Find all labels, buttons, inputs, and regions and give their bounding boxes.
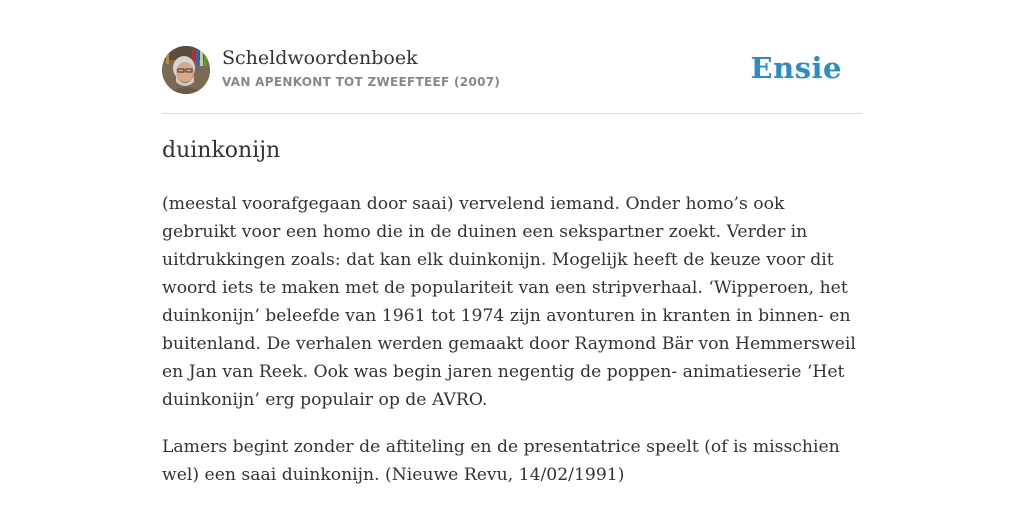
source-header — [162, 46, 862, 96]
entry-example: Lamers begint zonder de aftiteling en de presentatrice speelt (of is misschien wel) een saai duinkonijn. (Nieuwe Revu, 14/02/1991) — [162, 437, 840, 485]
source-subtitle: VAN APENKONT TOT ZWEEFTEEF (2007) — [222, 75, 501, 89]
author-avatar — [162, 46, 210, 94]
header-divider — [162, 113, 862, 114]
author-photo — [162, 46, 210, 94]
source-title[interactable]: Scheldwoordenboek — [222, 47, 418, 69]
entry-definition: (meestal voorafgegaan door saai) vervelend iemand. Onder homo’s ook gebruikt voor een homo die in de duinen een sekspartner zoekt. Verder in uitdrukkingen zoals: dat kan elk duinkonijn. Mogelijk heeft de keuze voor dit woord iets te maken met de populariteit van een stripverhaal. ‘Wipperoen, het duinkonijn’ beleefde van 1961 tot 1974 zijn avonturen in kranten in binnen- en buitenland. De verhalen werden gemaakt door Raymond Bär von Hemmersweil en Jan van Reek. Ook was begin jaren negentig de poppen- animatieserie ‘Het duinkonijn’ erg populair op de AVRO. — [162, 194, 856, 410]
entry-term: duinkonijn — [162, 138, 281, 163]
entry-card — [162, 46, 862, 485]
brand-logo[interactable]: Ensie — [750, 51, 842, 85]
